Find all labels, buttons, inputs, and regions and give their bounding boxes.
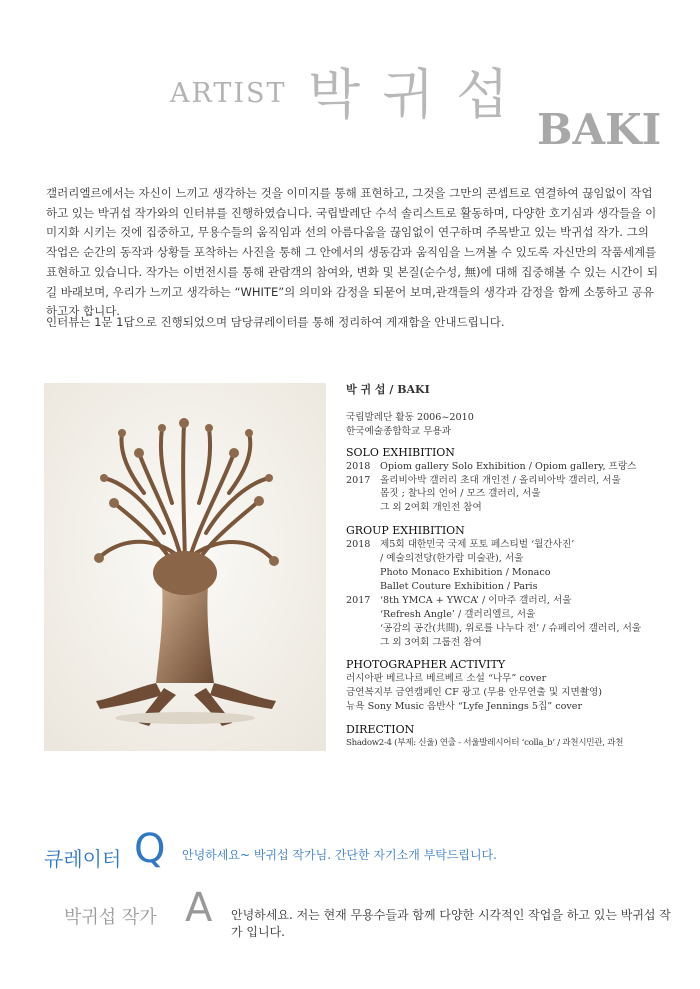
entry: ‘Refresh Angle’ / 갤러리엘르, 서울 — [380, 608, 536, 620]
solo-row — [346, 487, 676, 501]
activity-item: 러시아판 베르나르 베르베르 소설 “나무” cover — [346, 673, 547, 685]
answer-letter: A — [185, 885, 213, 931]
entry: Photo Monaco Exhibition / Monaco — [380, 566, 551, 578]
solo-row — [346, 460, 676, 474]
group-row — [346, 636, 676, 650]
year: 2018 — [346, 460, 371, 472]
group-row — [346, 580, 676, 594]
group-row — [346, 622, 676, 636]
year: 2017 — [346, 594, 371, 606]
entry: 올리비아박 갤러리 초대 개인전 / 올리비아박 갤러리, 서울 — [380, 474, 621, 486]
interview-notice: 인터뷰는 1문 1답으로 진행되었으며 담당큐레이터를 통해 정리하여 게재함을 안내드립니다. — [46, 315, 505, 329]
year: 2017 — [346, 474, 371, 486]
question-text: 안녕하세요~ 박귀섭 작가님. 간단한 자기소개 부탁드립니다. — [182, 848, 497, 862]
group-row — [346, 594, 676, 608]
group-row — [346, 538, 676, 552]
question-letter: Q — [134, 826, 166, 872]
group-exhibition-title: GROUP EXHIBITION — [346, 524, 465, 538]
curator-label: 큐레이터 — [44, 847, 122, 871]
solo-exhibition-title: SOLO EXHIBITION — [346, 445, 455, 459]
intro-paragraph: 갤러리엘르에서는 자신이 느끼고 생각하는 것을 이미지를 통해 표현하고, 그것을 그만의 콘셉트로 연결하여 끊임없이 작업하고 있는 박귀섭 작가와의 인터뷰를 진행하였습니다. 국립발레단 수석 솔리스트로 활동하며, 다양한 호기심과 생각들을 이미지화 시키는 것에 집중하고, 무용수들의 움직임과 선의 아름다움을 끊임없이 연구하며 주목받고 있는 박귀섭 작가. 그의 작업은 순간의 동작과 상황들 포착하는 사진을 통해 그 안에서의 생동감과 움직임을 느껴볼 수 있도록 자신만의 작품세계를 표현하고 있습니다. 작가는 이번전시를 통해 관람객의 참여와, 변화 및 본질(순수성, 無)에 대해 집중해볼 수 있는 시간이 되길 바래보며, 우리가 느끼고 생각하는 “WHITE”의 의미와 감정을 되묻어 보며,관객들의 생각과 감정을 함께 소통하고 공유하고자 합니다. — [46, 186, 659, 319]
education-item: 한국예술종합학교 무용과 — [346, 425, 451, 437]
artist-english-name: BAKI — [537, 105, 662, 154]
year — [346, 566, 380, 580]
artist-korean-name: 박귀섭 — [308, 63, 531, 126]
group-row — [346, 566, 676, 580]
human-tree-image — [44, 383, 326, 751]
year — [346, 608, 380, 622]
cv-education — [346, 411, 676, 439]
artwork-photo — [44, 383, 326, 751]
group-row — [346, 552, 676, 566]
entry: Ballet Couture Exhibition / Paris — [380, 580, 538, 592]
entry: 제5회 대한민국 국제 포토 페스티벌 ‘월간사진’ — [380, 539, 575, 551]
entry: / 예술의전당(한가람 미술관), 서울 — [380, 553, 524, 565]
activity-item: 뉴욕 Sony Music 음반사 “Lyfe Jennings 5집” cover — [346, 701, 583, 713]
intro-section — [46, 184, 662, 322]
entry: Opiom gallery Solo Exhibition / Opiom gallery, 프랑스 — [380, 460, 637, 472]
answer-text: 안녕하세요. 저는 현재 무용수들과 함께 다양한 시각적인 작업을 하고 있는 박귀섭 작가 입니다. — [231, 908, 671, 939]
direction-title: DIRECTION — [346, 723, 415, 737]
artist-cv — [346, 383, 676, 751]
entry: ‘8th YMCA + YWCA’ / 이마주 갤러리, 서울 — [380, 594, 572, 606]
group-row — [346, 608, 676, 622]
solo-row — [346, 474, 676, 488]
artist-label: ARTIST — [170, 78, 287, 109]
entry: 그 외 3여회 그룹전 참여 — [380, 636, 482, 648]
year — [346, 501, 380, 515]
entry: 그 외 2여회 개인전 참여 — [380, 502, 482, 514]
cv-name: 박 귀 섭 / BAKI — [346, 383, 430, 396]
year: 2018 — [346, 539, 371, 551]
solo-row — [346, 501, 676, 515]
year — [346, 580, 380, 594]
photographer-activity-title: PHOTOGRAPHER ACTIVITY — [346, 658, 506, 672]
direction-item: Shadow2-4 (부제: 신울) 연출 - 서울발레시어터 ‘colla_b’ / 과천시민관, 과천 — [346, 737, 624, 748]
year — [346, 552, 380, 566]
artist-answer-label: 박귀섭 작가 — [64, 907, 157, 928]
activity-item: 금연복지부 금연캠페인 CF 광고 (무용 안무연출 및 지면촬영) — [346, 687, 602, 699]
entry: ‘공감의 공간(共間), 위로를 나누다 전’ / 슈페리어 갤러리, 서울 — [380, 622, 642, 634]
year — [346, 622, 380, 636]
year — [346, 487, 380, 501]
education-item: 국립발레단 활동 2006~2010 — [346, 411, 474, 423]
entry: 몸짓 ; 찰나의 언어 / 모즈 갤러리, 서울 — [380, 488, 541, 500]
year — [346, 636, 380, 650]
